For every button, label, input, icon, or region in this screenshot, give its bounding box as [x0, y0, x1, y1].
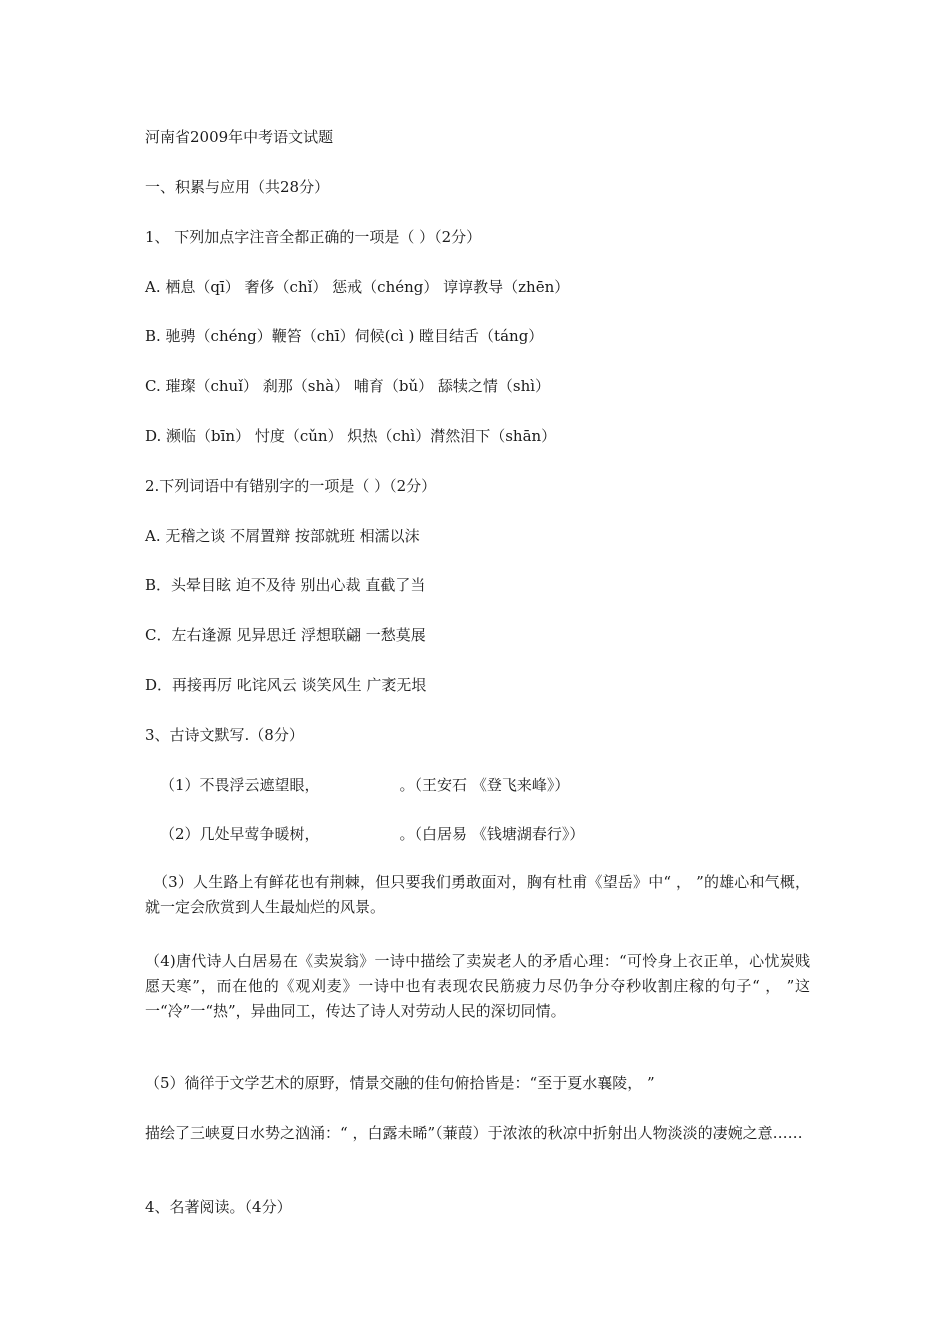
- question-2-option-c: C．左右逢源 见异思迁 浮想联翩 一愁莫展: [145, 626, 426, 644]
- item-2-source: 。（白居易 《钱塘湖春行》）: [399, 825, 585, 843]
- question-1-option-d: D. 濒临（bīn） 忖度（cǔn） 炽热（chì）潸然泪下（shān）: [145, 427, 557, 445]
- document-title: 河南省2009年中考语文试题: [145, 128, 334, 146]
- question-1-stem: 1、 下列加点字注音全都正确的一项是（ ）（2分）: [145, 228, 482, 246]
- question-3-item-3: （3）人生路上有鲜花也有荆棘，但只要我们勇敢面对，胸有杜甫《望岳》中“ ， ”的雄心和气概，就一定会欣赏到人生最灿烂的风景。: [145, 873, 810, 916]
- question-1-option-c: C. 璀璨（chuǐ） 刹那（shà） 哺育（bǔ） 舔犊之情（shì）: [145, 377, 551, 395]
- item-1-source: 。（王安石 《登飞来峰》）: [399, 776, 570, 794]
- question-2-option-a: A. 无稽之谈 不屑置辩 按部就班 相濡以沫: [145, 527, 420, 545]
- question-3-item-4: （4)唐代诗人白居易在《卖炭翁》一诗中描绘了卖炭老人的矛盾心理：“可怜身上衣正单，心忧炭贱愿天寒”，而在他的《观刈麦》一诗中也有表现农民筋疲力尽仍争分夺秒收割庄稼的句子“ ， ”这一“冷”一“热”，异曲同工，传达了诗人对劳动人民的深切同情。: [145, 952, 810, 1020]
- question-2-option-b: B．头晕目眩 迫不及待 别出心裁 直截了当: [145, 576, 426, 594]
- question-3-item-1: [160, 775, 569, 795]
- question-3-item-6: 描绘了三峡夏日水势之汹涌：“ ，白露未晞”（蒹葭）于浓浓的秋凉中折射出人物淡淡的凄婉之意……: [145, 1124, 803, 1142]
- question-3-item-2: [160, 824, 584, 844]
- question-2-stem: 2.下列词语中有错别字的一项是（ ）（2分）: [145, 477, 437, 495]
- question-3-item-5: （5）徜徉于文学艺术的原野，情景交融的佳句俯拾皆是：“至于夏水襄陵， ”: [145, 1074, 655, 1092]
- question-4-stem: 4、名著阅读。（4分）: [145, 1198, 292, 1216]
- question-1-option-a: A. 栖息（qī） 奢侈（chǐ） 惩戒（chéng） 谆谆教导（zhēn）: [145, 278, 570, 296]
- item-1-prompt: （1）不畏浮云遮望眼，: [160, 776, 320, 794]
- item-2-prompt: （2）几处早莺争暖树，: [160, 825, 320, 843]
- question-3-stem: 3、古诗文默写.（8分）: [145, 726, 304, 744]
- section-heading: 一、积累与应用（共28分）: [145, 178, 330, 196]
- question-2-option-d: D．再接再厉 叱诧风云 谈笑风生 广袤无垠: [145, 676, 427, 694]
- question-1-option-b: B. 驰骋（chéng）鞭笞（chī）伺候(cì ) 瞠目结舌（táng）: [145, 327, 544, 345]
